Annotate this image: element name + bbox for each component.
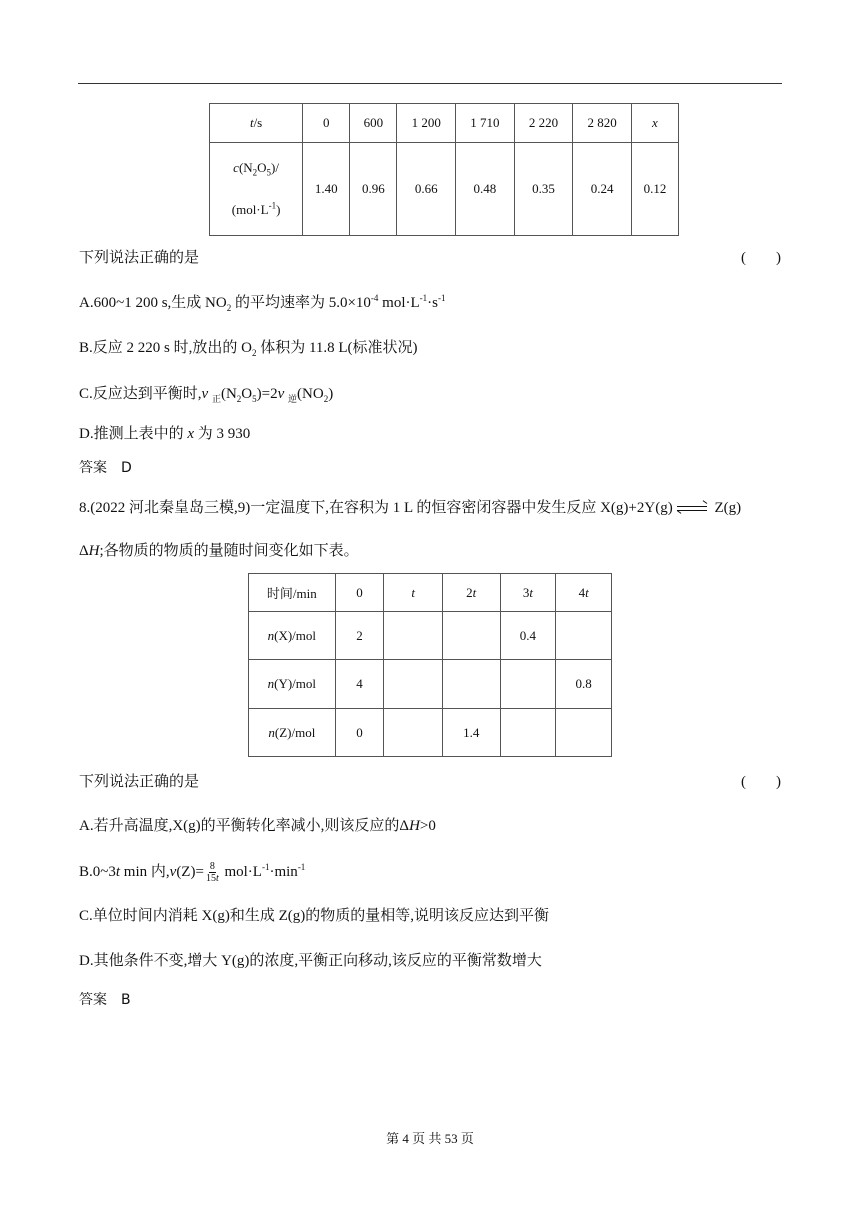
table-cell: 0.24 [573, 143, 632, 236]
q8-option-b: B.0~3t min 内,v(Z)= $\frac{8}{15t}$ $mol\cdot L^{-1}\cdot\min^{-1}$ [79, 861, 306, 884]
table-cell: 4 [335, 660, 384, 709]
header-cell: 2t [442, 574, 500, 612]
table-cell: 1.40 [303, 143, 350, 236]
q8-option-a: A.若升高温度,X(g)的平衡转化率减小,则该反应的ΔH>0 [79, 818, 436, 834]
table-cell [384, 709, 443, 757]
table-n2o5-concentration [209, 103, 679, 236]
table-cell: 2 [335, 612, 384, 660]
table-cell [384, 612, 443, 660]
q7-option-d: D.推测上表中的 x 为 3 930 [79, 426, 251, 442]
header-cell: 0 [303, 104, 350, 143]
row-label: n(Z)/mol [249, 709, 336, 757]
table-cell: 0.35 [514, 143, 573, 236]
header-cell: t [384, 574, 443, 612]
table-cell: 0.8 [556, 660, 612, 709]
q7-option-b: B.反应 2 220 s 时,放出的 $O_2$ 体积为 11.8 L(标准状况) [79, 340, 418, 358]
page-number: 第 4 页 共 53 页 [386, 1131, 474, 1146]
table-cell: 0.66 [397, 143, 456, 236]
table-cell [500, 660, 556, 709]
table-row [249, 574, 612, 612]
q8-answer: 答案 B [79, 992, 131, 1008]
table-cell [500, 709, 556, 757]
equilibrium-arrow-icon [677, 504, 707, 514]
header-cell: 0 [335, 574, 384, 612]
q7-answer: 答案 D [79, 460, 132, 476]
q8-stem-line2: ΔH;各物质的物质的量随时间变化如下表。 [79, 543, 359, 559]
table-cell [556, 612, 612, 660]
q8-option-d: D.其他条件不变,增大 Y(g)的浓度,平衡正向移动,该反应的平衡常数增大 [79, 953, 542, 969]
row-label-concentration: $c(N_2O_5)/$ $(mol\cdot L^{-1})$ [210, 143, 303, 236]
header-cell: 2 820 [573, 104, 632, 143]
header-cell: 1 710 [456, 104, 515, 143]
header-cell: 1 200 [397, 104, 456, 143]
table-cell [556, 709, 612, 757]
q7-option-c: C.反应达到平衡时,v $_正(N_2O_5)=2v$ $_逆(NO_2)$ [79, 386, 334, 404]
header-cell: 3t [500, 574, 556, 612]
table-moles-over-time [248, 573, 612, 757]
header-cell-time: 时间/min [249, 574, 336, 612]
header-cell-x: x [631, 104, 678, 143]
table-cell: 0.12 [631, 143, 678, 236]
table-cell [442, 612, 500, 660]
table-cell: 0.4 [500, 612, 556, 660]
table-cell [384, 660, 443, 709]
header-cell: 4t [556, 574, 612, 612]
table-row [249, 660, 612, 709]
header-cell: 600 [350, 104, 397, 143]
q8-stem-line1: 8.(2022 河北秦皇岛三模,9)一定温度下,在容积为 1 L 的恒容密闭容器中发生反应 X(g)+2Y(g) Z(g) [79, 500, 742, 516]
table-cell: 0.96 [350, 143, 397, 236]
table-row [249, 709, 612, 757]
table-cell: 0.48 [456, 143, 515, 236]
q8-option-c: C.单位时间内消耗 X(g)和生成 Z(g)的物质的量相等,说明该反应达到平衡 [79, 908, 549, 924]
table-row [210, 104, 679, 143]
q7-option-a: A.600~1 200 s,生成 $NO_2$ 的平均速率为 $5.0\times 10^{-4}$ $mol\cdot L^{-1}\cdot s^{-1}$ [79, 293, 446, 313]
table-row [249, 612, 612, 660]
q8-answer-paren: ( ) [741, 774, 781, 790]
header-cell: 2 220 [514, 104, 573, 143]
q7-prompt: 下列说法正确的是 [79, 250, 200, 266]
table-row [210, 143, 679, 236]
table-cell [442, 660, 500, 709]
header-cell-time: t/s [210, 104, 303, 143]
q8-prompt: 下列说法正确的是 [79, 774, 200, 790]
row-label: n(Y)/mol [249, 660, 336, 709]
q7-answer-paren: ( ) [741, 250, 781, 266]
table-cell: 1.4 [442, 709, 500, 757]
table-cell: 0 [335, 709, 384, 757]
header-rule [78, 83, 782, 84]
row-label: n(X)/mol [249, 612, 336, 660]
fraction: $\frac{8}{15t}$ [205, 861, 219, 884]
